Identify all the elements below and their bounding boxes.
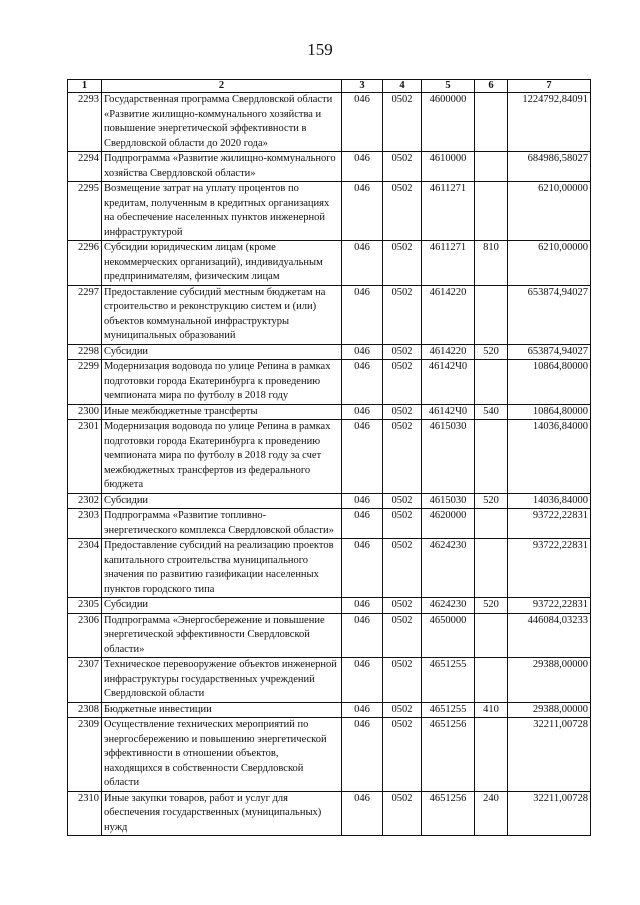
row-number: 2299 xyxy=(68,360,102,405)
expense-type-code: 520 xyxy=(475,598,508,614)
amount: 93722,22831 xyxy=(508,598,591,614)
item-name: Иные межбюджетные трансферты xyxy=(102,404,342,420)
column-header: 3 xyxy=(342,80,383,93)
table-row xyxy=(68,182,591,241)
row-number: 2308 xyxy=(68,702,102,718)
amount: 1224792,84091 xyxy=(508,93,591,152)
row-number: 2302 xyxy=(68,493,102,509)
section-code: 0502 xyxy=(383,791,422,836)
section-code: 0502 xyxy=(383,493,422,509)
target-code: 4624230 xyxy=(422,598,475,614)
target-code: 4624230 xyxy=(422,539,475,598)
target-code: 4650000 xyxy=(422,613,475,658)
table-row xyxy=(68,598,591,614)
row-number: 2298 xyxy=(68,344,102,360)
section-code: 0502 xyxy=(383,420,422,494)
ministry-code: 046 xyxy=(342,702,383,718)
row-number: 2303 xyxy=(68,509,102,539)
section-code: 0502 xyxy=(383,702,422,718)
table-row xyxy=(68,658,591,703)
expense-type-code xyxy=(475,285,508,344)
column-header: 5 xyxy=(422,80,475,93)
expense-type-code xyxy=(475,420,508,494)
amount: 93722,22831 xyxy=(508,539,591,598)
amount: 93722,22831 xyxy=(508,509,591,539)
table-row xyxy=(68,93,591,152)
target-code: 4651256 xyxy=(422,791,475,836)
section-code: 0502 xyxy=(383,613,422,658)
amount: 32211,00728 xyxy=(508,791,591,836)
target-code: 4611271 xyxy=(422,182,475,241)
section-code: 0502 xyxy=(383,539,422,598)
section-code: 0502 xyxy=(383,404,422,420)
item-name: Подпрограмма «Развитие жилищно-коммунального хозяйства Свердловской области» xyxy=(102,152,342,182)
column-header: 7 xyxy=(508,80,591,93)
ministry-code: 046 xyxy=(342,152,383,182)
ministry-code: 046 xyxy=(342,182,383,241)
amount: 6210,00000 xyxy=(508,182,591,241)
target-code: 4651256 xyxy=(422,718,475,792)
section-code: 0502 xyxy=(383,718,422,792)
row-number: 2295 xyxy=(68,182,102,241)
target-code: 4615030 xyxy=(422,493,475,509)
ministry-code: 046 xyxy=(342,404,383,420)
item-name: Возмещение затрат на уплату процентов по кредитам, полученным в кредитных организациях на обеспечение населенных пунктов инженерной инфраструктурой xyxy=(102,182,342,241)
table-row xyxy=(68,241,591,286)
expense-type-code: 410 xyxy=(475,702,508,718)
target-code: 4615030 xyxy=(422,420,475,494)
expense-type-code xyxy=(475,93,508,152)
expense-type-code: 810 xyxy=(475,241,508,286)
target-code: 4614220 xyxy=(422,344,475,360)
column-number-row xyxy=(68,80,591,93)
row-number: 2300 xyxy=(68,404,102,420)
expense-type-code: 240 xyxy=(475,791,508,836)
target-code: 46142Ч0 xyxy=(422,404,475,420)
section-code: 0502 xyxy=(383,93,422,152)
item-name: Подпрограмма «Энергосбережение и повышение энергетической эффективности Свердловской области» xyxy=(102,613,342,658)
section-code: 0502 xyxy=(383,509,422,539)
ministry-code: 046 xyxy=(342,791,383,836)
row-number: 2305 xyxy=(68,598,102,614)
expense-type-code xyxy=(475,539,508,598)
section-code: 0502 xyxy=(383,658,422,703)
section-code: 0502 xyxy=(383,360,422,405)
expense-type-code xyxy=(475,182,508,241)
item-name: Предоставление субсидий местным бюджетам на строительство и реконструкцию систем и (или) объектов коммунальной инфраструктуры муниципальных образований xyxy=(102,285,342,344)
ministry-code: 046 xyxy=(342,718,383,792)
row-number: 2304 xyxy=(68,539,102,598)
item-name: Осуществление технических мероприятий по энергосбережению и повышению энергетической эффективности в отношении объектов, находящихся в собственности Свердловской области xyxy=(102,718,342,792)
ministry-code: 046 xyxy=(342,493,383,509)
row-number: 2310 xyxy=(68,791,102,836)
ministry-code: 046 xyxy=(342,344,383,360)
expense-type-code xyxy=(475,658,508,703)
ministry-code: 046 xyxy=(342,613,383,658)
item-name: Модернизация водовода по улице Репина в рамках подготовки города Екатеринбурга к проведению чемпионата мира по футболу в 2018 году за счет межбюджетных трансфертов из федерального бюджета xyxy=(102,420,342,494)
amount: 29388,00000 xyxy=(508,702,591,718)
row-number: 2301 xyxy=(68,420,102,494)
ministry-code: 046 xyxy=(342,93,383,152)
item-name: Техническое перевооружение объектов инженерной инфраструктуры государственных учреждений Свердловской области xyxy=(102,658,342,703)
amount: 10864,80000 xyxy=(508,360,591,405)
section-code: 0502 xyxy=(383,241,422,286)
expense-type-code xyxy=(475,613,508,658)
expense-type-code xyxy=(475,360,508,405)
column-header: 4 xyxy=(383,80,422,93)
row-number: 2296 xyxy=(68,241,102,286)
section-code: 0502 xyxy=(383,182,422,241)
item-name: Субсидии xyxy=(102,598,342,614)
table-row xyxy=(68,360,591,405)
target-code: 4651255 xyxy=(422,658,475,703)
expense-type-code xyxy=(475,509,508,539)
target-code: 4610000 xyxy=(422,152,475,182)
section-code: 0502 xyxy=(383,598,422,614)
table-row xyxy=(68,152,591,182)
ministry-code: 046 xyxy=(342,241,383,286)
target-code: 46142Ч0 xyxy=(422,360,475,405)
ministry-code: 046 xyxy=(342,360,383,405)
row-number: 2297 xyxy=(68,285,102,344)
ministry-code: 046 xyxy=(342,658,383,703)
target-code: 4614220 xyxy=(422,285,475,344)
item-name: Предоставление субсидий на реализацию проектов капитального строительства муниципального значения по развитию газификации населенных пунктов городского типа xyxy=(102,539,342,598)
target-code: 4620000 xyxy=(422,509,475,539)
table-row xyxy=(68,791,591,836)
budget-table xyxy=(67,79,591,836)
table-row xyxy=(68,702,591,718)
ministry-code: 046 xyxy=(342,598,383,614)
table-row xyxy=(68,344,591,360)
item-name: Государственная программа Свердловской области «Развитие жилищно-коммунального хозяйства и повышение энергетической эффективности в Свердловской области до 2020 года» xyxy=(102,93,342,152)
table-row xyxy=(68,539,591,598)
ministry-code: 046 xyxy=(342,539,383,598)
table-row xyxy=(68,613,591,658)
expense-type-code xyxy=(475,718,508,792)
item-name: Субсидии xyxy=(102,344,342,360)
row-number: 2293 xyxy=(68,93,102,152)
item-name: Бюджетные инвестиции xyxy=(102,702,342,718)
amount: 29388,00000 xyxy=(508,658,591,703)
row-number: 2307 xyxy=(68,658,102,703)
column-header: 2 xyxy=(102,80,342,93)
amount: 14036,84000 xyxy=(508,420,591,494)
target-code: 4651255 xyxy=(422,702,475,718)
amount: 32211,00728 xyxy=(508,718,591,792)
expense-type-code: 540 xyxy=(475,404,508,420)
ministry-code: 046 xyxy=(342,509,383,539)
table-row xyxy=(68,718,591,792)
amount: 6210,00000 xyxy=(508,241,591,286)
expense-type-code: 520 xyxy=(475,344,508,360)
row-number: 2294 xyxy=(68,152,102,182)
ministry-code: 046 xyxy=(342,285,383,344)
amount: 653874,94027 xyxy=(508,344,591,360)
amount: 446084,03233 xyxy=(508,613,591,658)
expense-type-code xyxy=(475,152,508,182)
row-number: 2309 xyxy=(68,718,102,792)
amount: 10864,80000 xyxy=(508,404,591,420)
page-number: 159 xyxy=(307,40,333,59)
amount: 653874,94027 xyxy=(508,285,591,344)
row-number: 2306 xyxy=(68,613,102,658)
table-row xyxy=(68,493,591,509)
item-name: Иные закупки товаров, работ и услуг для обеспечения государственных (муниципальных) нужд xyxy=(102,791,342,836)
table-row xyxy=(68,420,591,494)
amount: 684986,58027 xyxy=(508,152,591,182)
item-name: Субсидии юридическим лицам (кроме некоммерческих организаций), индивидуальным предпринимателям, физическим лицам xyxy=(102,241,342,286)
column-header: 1 xyxy=(68,80,102,93)
table-row xyxy=(68,509,591,539)
item-name: Субсидии xyxy=(102,493,342,509)
table-row xyxy=(68,404,591,420)
amount: 14036,84000 xyxy=(508,493,591,509)
target-code: 4600000 xyxy=(422,93,475,152)
column-header: 6 xyxy=(475,80,508,93)
section-code: 0502 xyxy=(383,285,422,344)
target-code: 4611271 xyxy=(422,241,475,286)
section-code: 0502 xyxy=(383,344,422,360)
section-code: 0502 xyxy=(383,152,422,182)
item-name: Модернизация водовода по улице Репина в рамках подготовки города Екатеринбурга к проведению чемпионата мира по футболу в 2018 году xyxy=(102,360,342,405)
item-name: Подпрограмма «Развитие топливно-энергетического комплекса Свердловской области» xyxy=(102,509,342,539)
ministry-code: 046 xyxy=(342,420,383,494)
table-row xyxy=(68,285,591,344)
expense-type-code: 520 xyxy=(475,493,508,509)
